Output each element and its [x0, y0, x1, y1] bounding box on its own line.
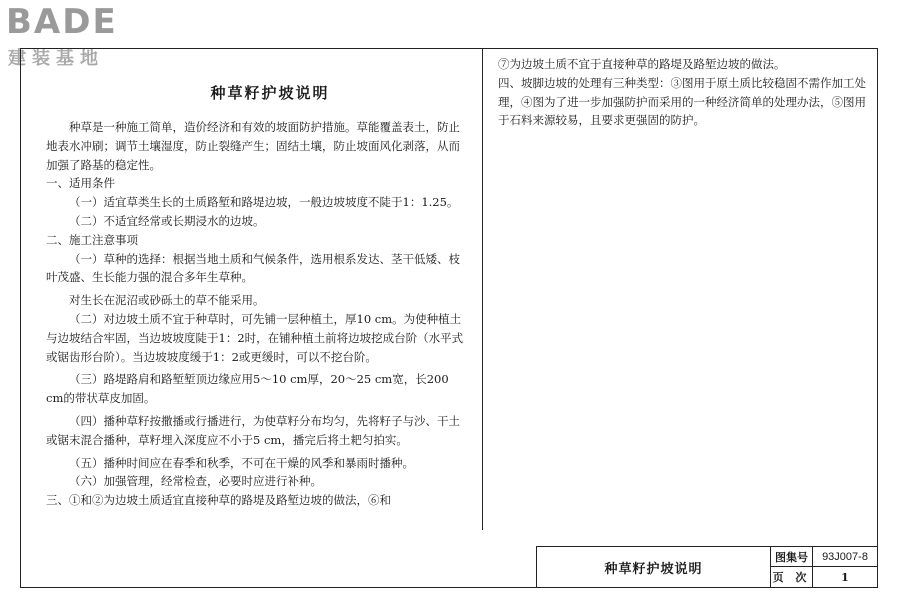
drawing-name: 种草籽护坡说明	[537, 547, 771, 587]
intro-paragraph: 种草是一种施工简单，造价经济和有效的坡面防护措施。草能覆盖表土，防止地表水冲刷；调节土壤湿度，防止裂缝产生；固结土壤，防止坡面风化剥落，从而加强了路基的稳定性。	[46, 120, 460, 172]
title-block	[536, 546, 878, 588]
column-divider	[482, 48, 483, 530]
right-column	[498, 55, 868, 130]
logo-subtitle-text: 建装基地	[8, 48, 104, 69]
left-column	[46, 118, 466, 510]
paragraph-2-4: （四）播种草籽按撒播或行播进行，为使草籽分布均匀，先将籽子与沙、干土或锯末混合播种，草籽埋入深度应不小于5 cm，播完后将土耙匀拍实。	[46, 413, 460, 447]
logo-brand-text: BADE	[6, 2, 118, 42]
paragraph-1-1: （一）适宜草类生长的土质路堑和路堤边坡，一般边坡坡度不陡于1：1.25。	[69, 195, 459, 210]
atlas-number-label: 图集号	[771, 547, 813, 567]
document-title: 种草籽护坡说明	[210, 84, 330, 102]
atlas-number-value: 93J007-8	[813, 547, 877, 567]
paragraph-2-3: （三）路堤路肩和路堑堑顶边缘应用5～10 cm厚，20～25 cm宽，长200 cm的带状草皮加固。	[46, 372, 449, 406]
section-heading-4: 四、坡脚边坡的处理有三种类型：③图用于原土质比较稳固不需作加工处理，④图为了进一步加强防护而采用的一种经济简单的处理办法，⑤图用于石料来源较易，且要求更强固的防护。	[498, 75, 866, 128]
paragraph-1-2: （二）不适宜经常或长期浸水的边坡。	[69, 213, 265, 228]
section-heading-1: 一、适用条件	[46, 176, 115, 191]
paragraph-2-1-note: 对生长在泥沼或砂砾土的草不能采用。	[69, 293, 265, 308]
paragraph-2-5: （五）播种时间应在春季和秋季，不可在干燥的风季和暴雨时播种。	[69, 455, 414, 470]
page-number-label: 页 次	[771, 567, 813, 587]
section-heading-2: 二、施工注意事项	[46, 232, 138, 247]
page-number-value: 1	[841, 570, 849, 584]
paragraph-2-1: （一）草种的选择：根据当地土质和气候条件，选用根系发达、茎干低矮、枝叶茂盛、生长能力强的混合多年生草种。	[46, 251, 460, 285]
paragraph-2-2: （二）对边坡土质不宜于种草时，可先铺一层种植土，厚10 cm。为使种植土与边坡结合牢固，当边坡坡度陡于1：2时，在铺种植土前将边坡挖成台阶（水平式或锯齿形台阶）。当边坡坡度缓于1：2或更缓时，可以不挖台阶。	[46, 311, 464, 364]
paragraph-2-6: （六）加强管理，经常检查，必要时应进行补种。	[69, 474, 322, 489]
section-3-continuation: ⑦为边坡土质不宜于直接种草的路堤及路堑边坡的做法。	[498, 57, 786, 71]
section-heading-3: 三、①和②为边坡土质适宜直接种草的路堤及路堑边坡的做法，⑥和	[46, 493, 391, 508]
